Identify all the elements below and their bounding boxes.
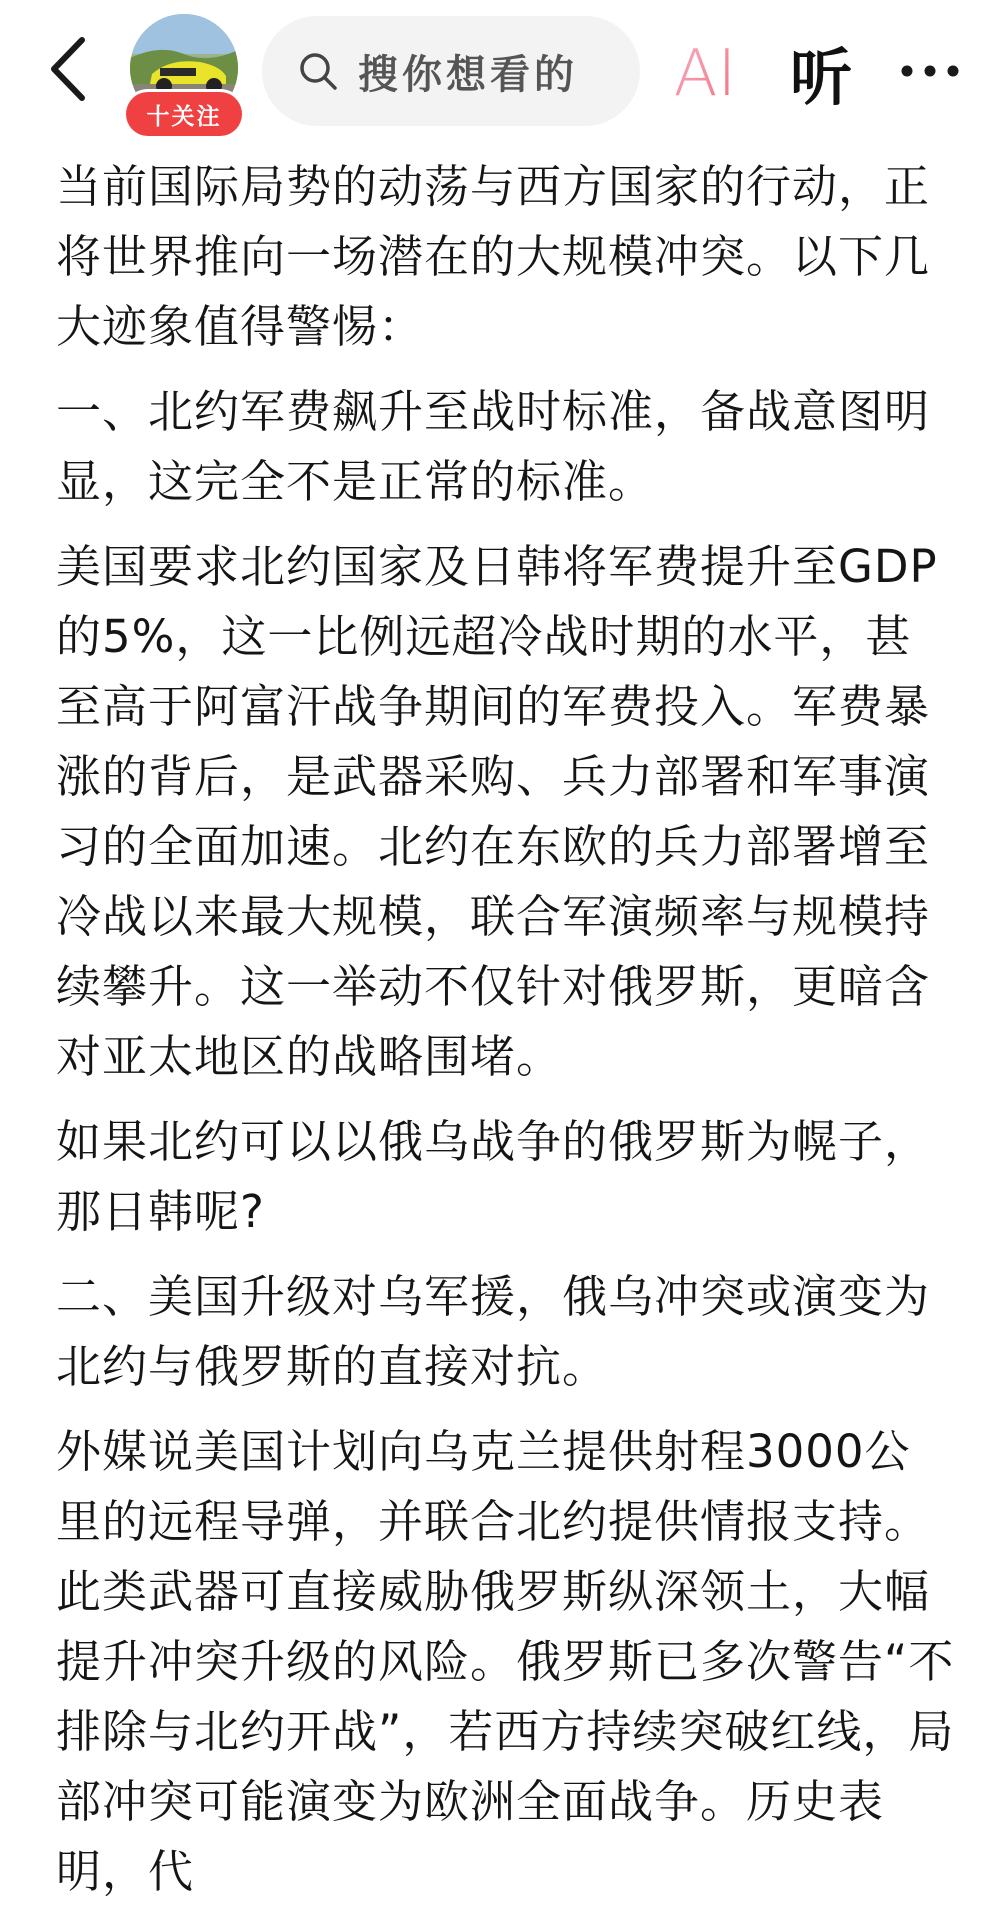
ai-label: AI xyxy=(673,37,737,109)
article-paragraph: 如果北约可以以俄乌战争的俄罗斯为幌子，那日韩呢? xyxy=(56,1115,931,1238)
back-button[interactable] xyxy=(38,36,98,106)
listen-button[interactable]: 听 xyxy=(789,40,852,114)
top-bar xyxy=(0,0,986,140)
article-heading-point-one: 一、北约军费飙升至战时标准，备战意图明显，这完全不是正常的标准。 xyxy=(56,385,931,508)
ai-button[interactable] xyxy=(656,34,754,110)
follow-button[interactable]: 十关注 xyxy=(126,92,242,136)
author-avatar-area[interactable] xyxy=(126,14,242,130)
search-placeholder: 搜你想看的 xyxy=(358,51,578,98)
search-input[interactable] xyxy=(262,16,640,126)
article-heading-point-two: 二、美国升级对乌军援，俄乌冲突或演变为北约与俄罗斯的直接对抗。 xyxy=(56,1270,931,1393)
more-dots-icon xyxy=(900,63,960,82)
article-paragraph-intro: 当前国际局势的动荡与西方国家的行动，正将世界推向一场潜在的大规模冲突。以下几大迹象值得警惕： xyxy=(56,160,931,353)
article-paragraph: 外媒说美国计划向乌克兰提供射程3000公里的远程导弹，并联合北约提供情报支持。此类武器可直接威胁俄罗斯纵深领土，大幅提升冲突升级的风险。俄罗斯已多次警告“不排除与北约开战”，若西方持续突破红线，局部冲突可能演变为欧洲全面战争。历史表明，代 xyxy=(56,1425,955,1898)
search-icon xyxy=(296,49,340,93)
more-button[interactable] xyxy=(890,40,970,104)
chevron-left-icon xyxy=(48,36,88,106)
article-paragraph: 美国要求北约国家及日韩将军费提升至GDP的5%，这一比例远超冷战时期的水平，甚至高于阿富汗战争期间的军费投入。军费暴涨的背后，是武器采购、兵力部署和军事演习的全面加速。北约在东欧的兵力部署增至冷战以来最大规模，联合军演频率与规模持续攀升。这一举动不仅针对俄罗斯，更暗含对亚太地区的战略围堵。 xyxy=(56,540,938,1083)
article-body xyxy=(56,152,956,1922)
